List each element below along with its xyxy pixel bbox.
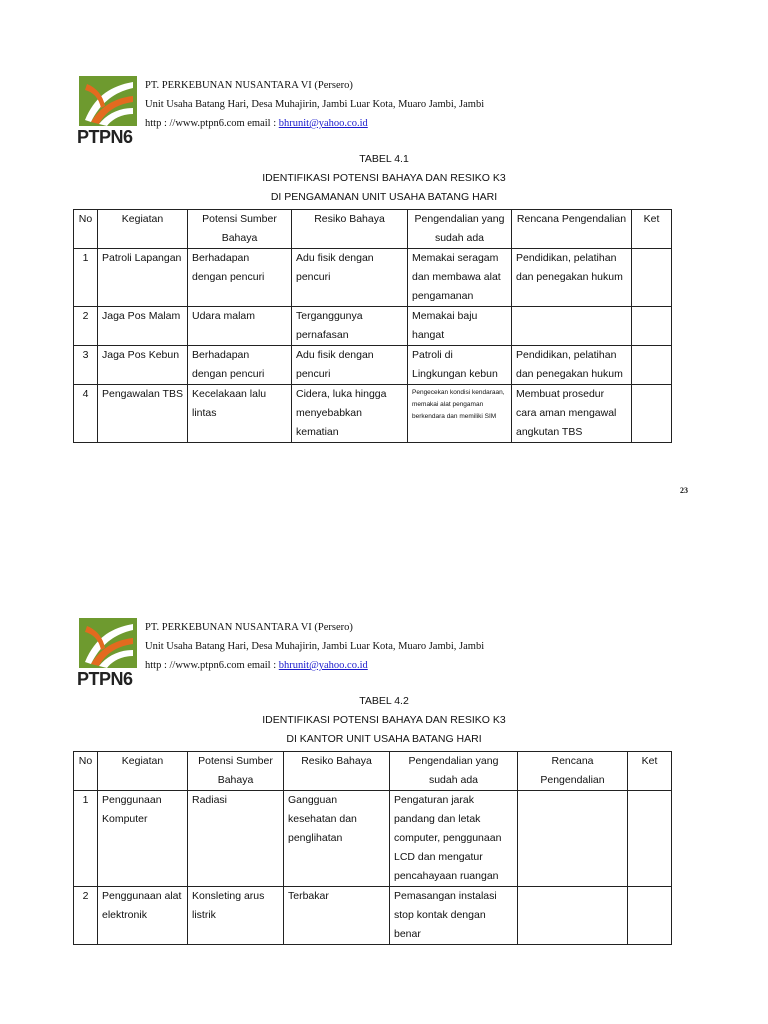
cell-rencana [518, 887, 628, 945]
cell-ket [632, 385, 672, 443]
cell-no: 3 [74, 346, 98, 385]
table-row [74, 887, 672, 945]
cell-kegiatan: Penggunaan alat elektronik [98, 887, 188, 945]
cell-ket [632, 307, 672, 346]
company-address: Unit Usaha Batang Hari, Desa Muhajirin, Jambi Luar Kota, Muaro Jambi, Jambi [145, 99, 485, 110]
cell-potensi: Udara malam [188, 307, 292, 346]
header-potensi: Potensi Sumber Bahaya [188, 752, 284, 791]
web-text: http : //www.ptpn6.com email : [145, 660, 279, 671]
header-ket: Ket [628, 752, 672, 791]
cell-resiko: Cidera, luka hingga menyebabkan kematian [292, 385, 408, 443]
ptpn6-logo [77, 618, 139, 690]
cell-kegiatan: Patroli Lapangan [98, 249, 188, 307]
cell-pengendalian: Pemasangan instalasi stop kontak dengan benar [390, 887, 518, 945]
table-header-row [74, 210, 672, 249]
hazard-table-4-1 [73, 209, 672, 443]
company-contact [145, 656, 484, 675]
company-name: PT. PERKEBUNAN NUSANTARA VI (Persero) [145, 80, 353, 91]
cell-rencana [518, 791, 628, 887]
table-row [74, 249, 672, 307]
company-address: Unit Usaha Batang Hari, Desa Muhajirin, Jambi Luar Kota, Muaro Jambi, Jambi [145, 641, 485, 652]
cell-resiko: Terganggunya pernafasan [292, 307, 408, 346]
cell-kegiatan: Penggunaan Komputer [98, 791, 188, 887]
cell-potensi: Radiasi [188, 791, 284, 887]
cell-pengendalian: Pengecekan kondisi kendaraan, memakai alat pengaman berkendara dan memiliki SIM [408, 385, 512, 443]
page-2 [0, 542, 768, 1024]
header-resiko: Resiko Bahaya [284, 752, 390, 791]
cell-rencana: Pendidikan, pelatihan dan penegakan hukum [512, 346, 632, 385]
cell-no: 4 [74, 385, 98, 443]
table-title [0, 150, 768, 207]
cell-potensi: Berhadapan dengan pencuri [188, 346, 292, 385]
header-no: No [74, 210, 98, 249]
cell-no: 1 [74, 249, 98, 307]
header-rencana: Rencana Pengendalian [512, 210, 632, 249]
table-row [74, 346, 672, 385]
cell-potensi: Konsleting arus listrik [188, 887, 284, 945]
email-link[interactable]: bhrunit@yahoo.co.id [278, 118, 368, 129]
cell-resiko: Adu fisik dengan pencuri [292, 249, 408, 307]
company-name: PT. PERKEBUNAN NUSANTARA VI (Persero) [145, 622, 353, 633]
cell-pengendalian: Memakai seragam dan membawa alat pengamanan [408, 249, 512, 307]
cell-ket [628, 887, 672, 945]
cell-rencana [512, 307, 632, 346]
table-row [74, 385, 672, 443]
ptpn6-logo [77, 76, 139, 148]
table-number: TABEL 4.2 [359, 695, 409, 707]
logo-text: PTPN6 [77, 127, 133, 147]
table-heading: IDENTIFIKASI POTENSI BAHAYA DAN RESIKO K3 [262, 714, 506, 726]
table-subheading: DI PENGAMANAN UNIT USAHA BATANG HARI [270, 191, 498, 203]
cell-pengendalian: Patroli di Lingkungan kebun [408, 346, 512, 385]
logo-text: PTPN6 [77, 669, 133, 689]
hazard-table-4-2 [73, 751, 672, 945]
cell-rencana: Pendidikan, pelatihan dan penegakan hukum [512, 249, 632, 307]
cell-pengendalian: Memakai baju hangat [408, 307, 512, 346]
company-header [145, 618, 484, 675]
ptpn6-leaf-icon [77, 76, 139, 128]
header-pengendalian: Pengendalian yang sudah ada [408, 210, 512, 249]
cell-kegiatan: Jaga Pos Kebun [98, 346, 188, 385]
cell-no: 1 [74, 791, 98, 887]
cell-resiko: Terbakar [284, 887, 390, 945]
header-ket: Ket [632, 210, 672, 249]
company-contact [145, 114, 484, 133]
header-kegiatan: Kegiatan [98, 210, 188, 249]
table-number: TABEL 4.1 [359, 153, 409, 165]
table-heading: IDENTIFIKASI POTENSI BAHAYA DAN RESIKO K3 [262, 172, 506, 184]
cell-ket [632, 346, 672, 385]
table-header-row [74, 752, 672, 791]
header-kegiatan: Kegiatan [98, 752, 188, 791]
page-number: 23 [680, 486, 688, 495]
table-row [74, 791, 672, 887]
header-rencana: Rencana Pengendalian [518, 752, 628, 791]
ptpn6-leaf-icon [77, 618, 139, 670]
table-title [0, 692, 768, 749]
cell-no: 2 [74, 307, 98, 346]
header-no: No [74, 752, 98, 791]
header-resiko: Resiko Bahaya [292, 210, 408, 249]
cell-rencana: Membuat prosedur cara aman mengawal angkutan TBS [512, 385, 632, 443]
cell-potensi: Berhadapan dengan pencuri [188, 249, 292, 307]
cell-kegiatan: Jaga Pos Malam [98, 307, 188, 346]
header-pengendalian: Pengendalian yang sudah ada [390, 752, 518, 791]
cell-resiko: Adu fisik dengan pencuri [292, 346, 408, 385]
cell-resiko: Gangguan kesehatan dan penglihatan [284, 791, 390, 887]
cell-pengendalian: Pengaturan jarak pandang dan letak computer, penggunaan LCD dan mengatur pencahayaan ruangan [390, 791, 518, 887]
cell-ket [628, 791, 672, 887]
email-link[interactable]: bhrunit@yahoo.co.id [278, 660, 368, 671]
cell-no: 2 [74, 887, 98, 945]
header-potensi: Potensi Sumber Bahaya [188, 210, 292, 249]
cell-ket [632, 249, 672, 307]
cell-potensi: Kecelakaan lalu lintas [188, 385, 292, 443]
table-row [74, 307, 672, 346]
company-header [145, 76, 484, 133]
table-subheading: DI KANTOR UNIT USAHA BATANG HARI [286, 733, 482, 745]
web-text: http : //www.ptpn6.com email : [145, 118, 279, 129]
cell-kegiatan: Pengawalan TBS [98, 385, 188, 443]
